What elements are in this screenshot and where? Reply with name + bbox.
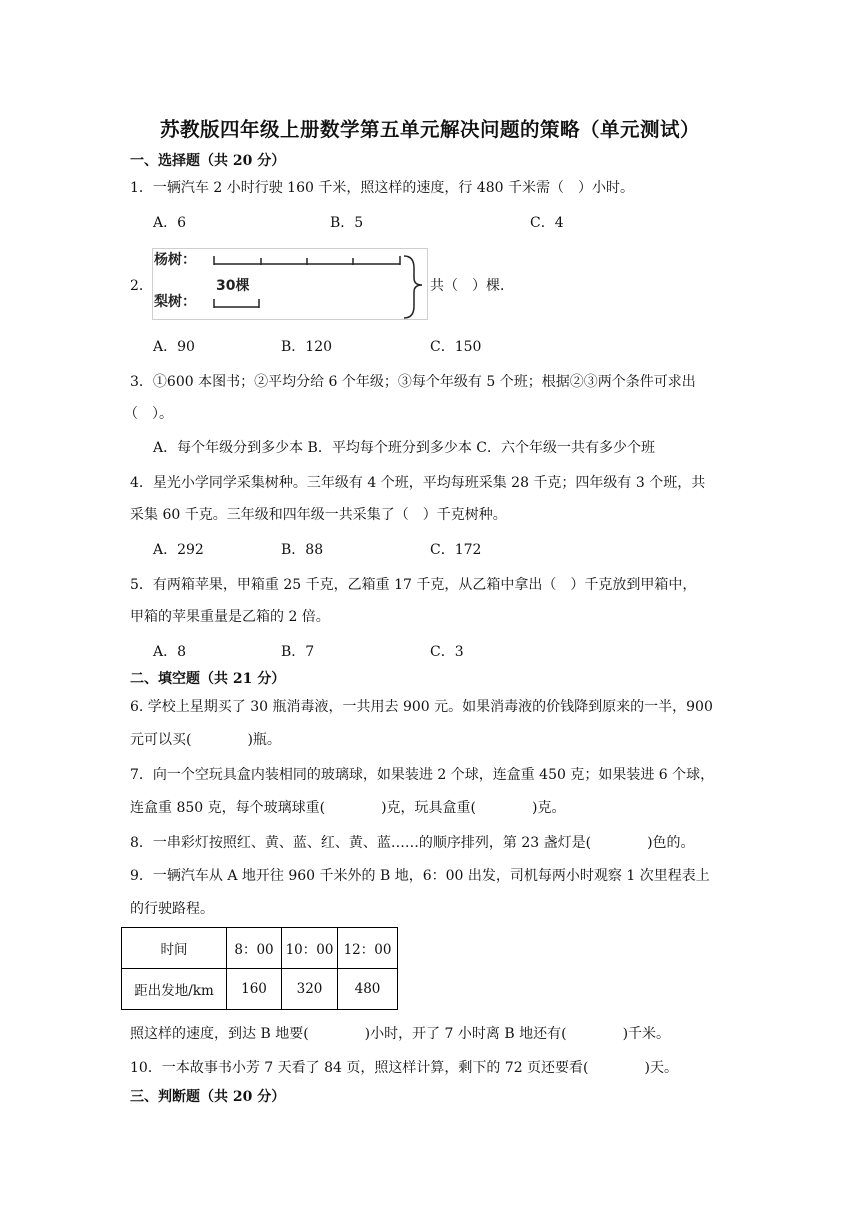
thirty-trees-label: 30棵: [216, 278, 250, 294]
table-header-cell: 12：00: [338, 928, 398, 969]
question-1-option-a: A．6: [153, 215, 187, 231]
question-10-text: 10．一本故事书小芳 7 天看了 84 页，照这样计算，剩下的 72 页还要看( )天。: [130, 1060, 678, 1076]
question-2-option-a: A．90: [153, 339, 195, 355]
question-5-option-b: B．7: [281, 644, 315, 660]
question-3-line-1: 3．①600 本图书；②平均分给 6 个年级；③每个年级有 5 个班；根据②③两个条件可求出: [130, 374, 696, 390]
question-1-text: 1．一辆汽车 2 小时行驶 160 千米，照这样的速度，行 480 千米需（ ）小时。: [130, 180, 634, 196]
question-4-option-a: A．292: [153, 542, 204, 558]
question-9-after-table: 照这样的速度，到达 B 地要( )小时，开了 7 小时离 B 地还有( )千米。: [130, 1026, 671, 1042]
question-9-line-1: 9．一辆汽车从 A 地开往 960 千米外的 B 地，6：00 出发，司机每两小时观察 1 次里程表上: [130, 868, 710, 884]
question-4-option-c: C．172: [430, 542, 482, 558]
question-5-option-c: C．3: [430, 644, 464, 660]
tree-line-segment-diagram: [152, 248, 428, 320]
page-title: 苏教版四年级上册数学第五单元解决问题的策略（单元测试）: [159, 118, 700, 141]
table-row: [122, 928, 398, 969]
table-header-cell: 时间: [122, 928, 227, 969]
question-6-line-1: 6. 学校上星期买了 30 瓶消毒液，一共用去 900 元。如果消毒液的价钱降到原来的一半，900: [130, 699, 713, 715]
question-5-line-1: 5．有两箱苹果，甲箱重 25 千克，乙箱重 17 千克，从乙箱中拿出（ ）千克放到甲箱中，: [130, 577, 697, 593]
question-9-line-2: 的行驶路程。: [130, 901, 214, 917]
table-row: [122, 969, 398, 1010]
question-1-option-b: B．5: [330, 215, 364, 231]
question-5-line-2: 甲箱的苹果重量是乙箱的 2 倍。: [130, 609, 330, 625]
question-7-line-1: 7．向一个空玩具盒内装相同的玻璃球，如果装进 2 个球，连盒重 450 克；如果装进 6 个球，: [130, 767, 715, 783]
question-2-suffix: 共（ ）棵．: [430, 278, 514, 294]
question-4-line-1: 4．星光小学同学采集树种。三年级有 4 个班，平均每班采集 28 千克；四年级有 3 个班，共: [130, 475, 706, 491]
distance-table: [121, 927, 398, 1010]
question-4-option-b: B．88: [281, 542, 324, 558]
question-3-line-2: （ ）。: [124, 406, 173, 422]
question-8-text: 8．一串彩灯按照红、黄、蓝、红、黄、蓝……的顺序排列，第 23 盏灯是( )色的。: [130, 835, 695, 851]
pear-label: 梨树：: [154, 294, 196, 310]
table-cell: 320: [282, 969, 338, 1010]
table-cell: 160: [227, 969, 282, 1010]
section-heading-true-false: 三、判断题（共 20 分）: [130, 1089, 286, 1105]
table-cell: 距出发地/km: [122, 969, 227, 1010]
question-6-line-2: 元可以买( )瓶。: [130, 732, 281, 748]
table-cell: 480: [338, 969, 398, 1010]
question-2-option-c: C．150: [430, 339, 482, 355]
question-1-option-c: C．4: [530, 215, 564, 231]
question-4-line-2: 采集 60 千克。三年级和四年级一共采集了（ ）千克树种。: [130, 507, 507, 523]
question-2-option-b: B．120: [281, 339, 333, 355]
segment-diagram-svg: [152, 248, 428, 320]
question-5-option-a: A．8: [153, 644, 187, 660]
question-7-line-2: 连盒重 850 克，每个玻璃球重( )克，玩具盒重( )克。: [130, 800, 566, 816]
poplar-label: 杨树：: [154, 252, 196, 268]
question-2-number: 2．: [130, 278, 153, 294]
table-header-cell: 10：00: [282, 928, 338, 969]
section-heading-choice: 一、选择题（共 20 分）: [130, 153, 286, 169]
question-3-options: A．每个年级分到多少本 B．平均每个班分到多少本 C．六个年级一共有多少个班: [153, 440, 656, 456]
table-header-cell: 8：00: [227, 928, 282, 969]
section-heading-fill-in: 二、填空题（共 21 分）: [130, 671, 286, 687]
